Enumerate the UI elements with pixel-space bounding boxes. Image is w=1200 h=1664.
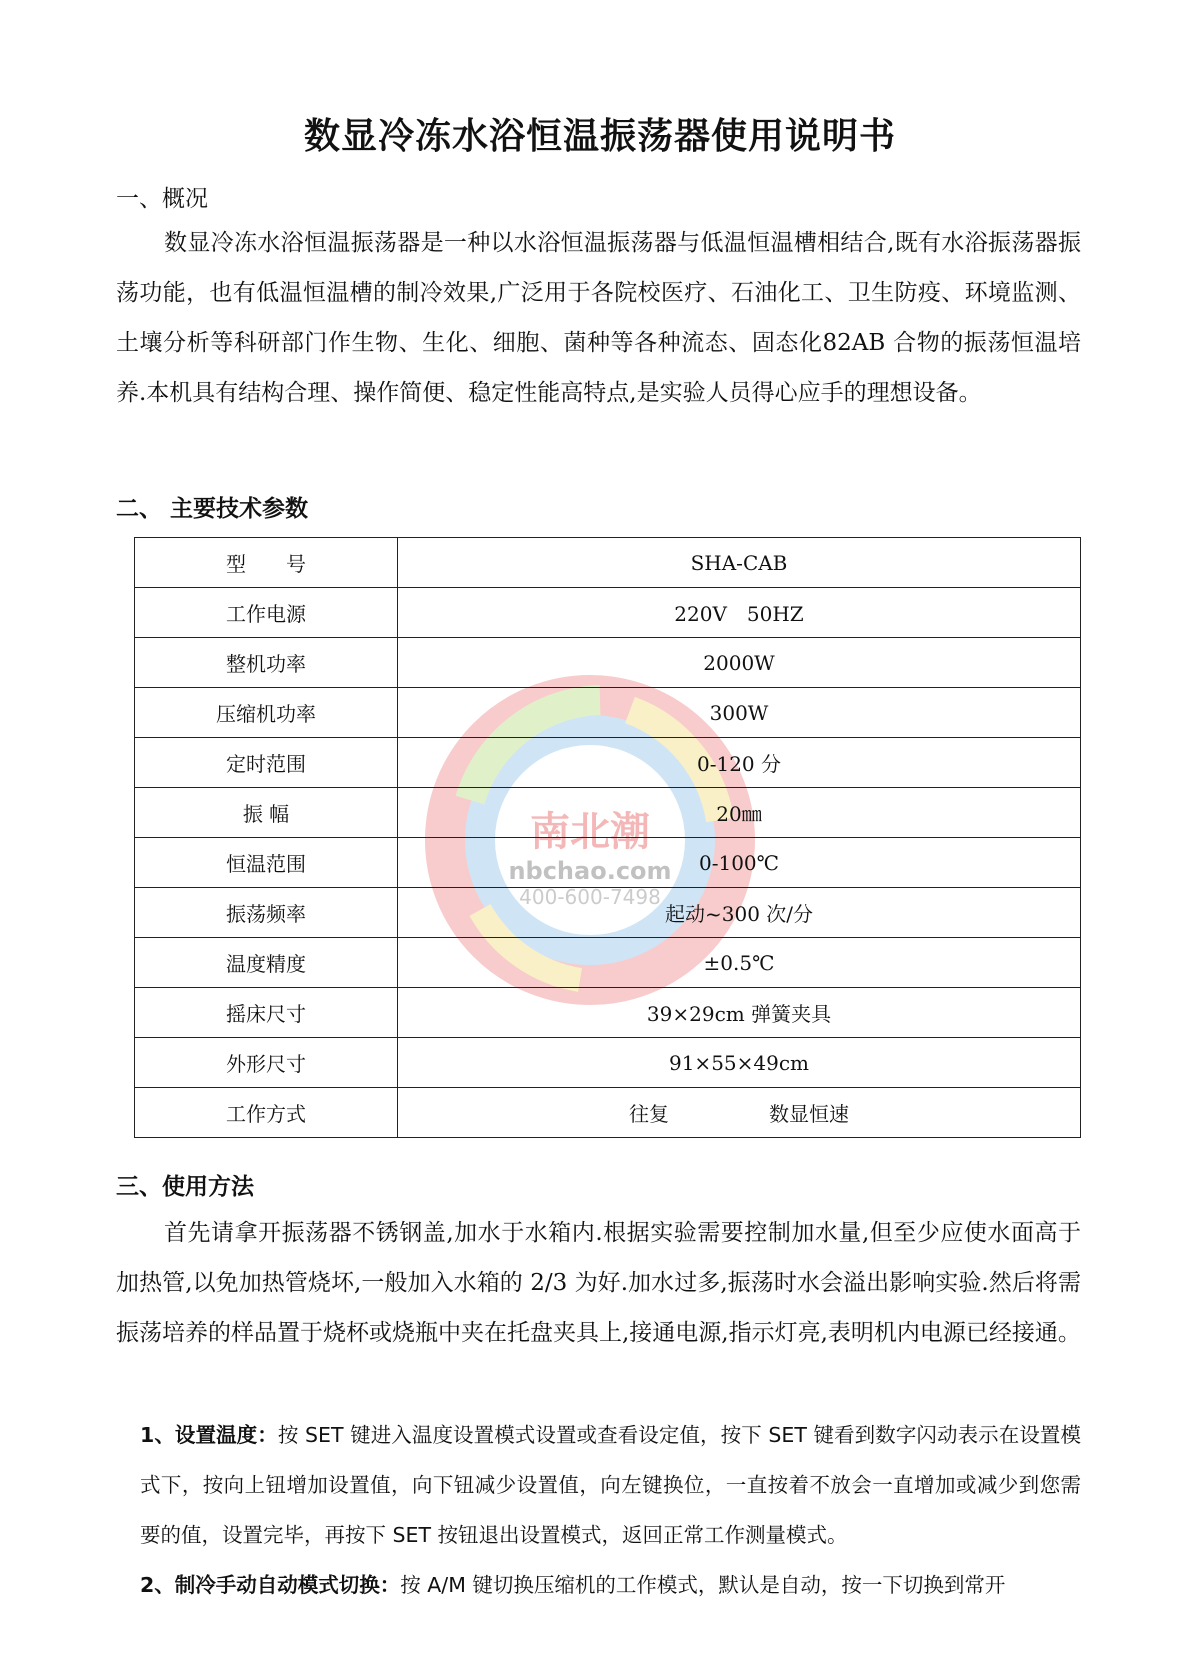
watermark-brand: 南北潮 [530,809,650,855]
item-label: 1、设置温度： [140,1423,278,1447]
spec-label: 振 幅 [135,788,398,838]
spec-label: 型 号 [135,538,398,588]
item-text: 按 SET 键进入温度设置模式设置或查看设定值，按下 SET 键看到数字闪动表示在设置模式下，按向上钮增加设置值，向下钮减少设置值，向左键换位，一直按着不放会一直增加或减少到您需要的值，设置完毕，再按下 SET 按钮退出设置模式，返回正常工作测量模式。 [140,1423,1081,1547]
spec-label: 外形尺寸 [135,1038,398,1088]
usage-item-set-temperature [140,1410,1081,1560]
table-row [135,938,1081,988]
spec-value: 起动~300 次/分 [398,888,1081,938]
spec-value: 91×55×49cm [398,1038,1081,1088]
spec-value: 20㎜ [398,788,1081,838]
spec-label: 工作电源 [135,588,398,638]
usage-paragraph: 首先请拿开振荡器不锈钢盖,加水于水箱内.根据实验需要控制加水量,但至少应使水面高于加热管,以免加热管烧坏,一般加入水箱的 2/3 为好.加水过多,振荡时水会溢出影响实验.然后将需振荡培养的样品置于烧杯或烧瓶中夹在托盘夹具上,接通电源,指示灯亮,表明机内电源已经接通。 [116,1220,1081,1346]
table-row [135,688,1081,738]
spec-value: 39×29cm 弹簧夹具 [398,988,1081,1038]
spec-value: 往复 数显恒速 [398,1088,1081,1138]
table-row [135,988,1081,1038]
spec-value: SHA-CAB [398,538,1081,588]
table-row [135,1088,1081,1138]
spec-label: 压缩机功率 [135,688,398,738]
table-row [135,1038,1081,1088]
table-row [135,538,1081,588]
table-row [135,888,1081,938]
item-text: 按 A/M 键切换压缩机的工作模式，默认是自动，按一下切换到常开 [400,1573,1006,1597]
table-row [135,588,1081,638]
table-row [135,738,1081,788]
spec-label: 整机功率 [135,638,398,688]
spec-value: 0-100℃ [398,838,1081,888]
spec-value: 0-120 分 [398,738,1081,788]
spec-value: 220V 50HZ [398,588,1081,638]
section-specs-heading: 二、 主要技术参数 [116,496,309,522]
spec-value: 300W [398,688,1081,738]
overview-paragraph: 数显冷冻水浴恒温振荡器是一种以水浴恒温振荡器与低温恒温槽相结合,既有水浴振荡器振荡功能，也有低温恒温槽的制冷效果,广泛用于各院校医疗、石油化工、卫生防疫、环境监测、土壤分析等科研部门作生物、生化、细胞、菌种等各种流态、固态化82AB 合物的振荡恒温培养.本机具有结构合理、操作简便、稳定性能高特点,是实验人员得心应手的理想设备。 [116,230,1081,406]
spec-label: 摇床尺寸 [135,988,398,1038]
document-title: 数显冷冻水浴恒温振荡器使用说明书 [303,116,896,157]
spec-label: 温度精度 [135,938,398,988]
spec-label: 工作方式 [135,1088,398,1138]
spec-value: 2000W [398,638,1081,688]
section-overview-heading: 一、概况 [116,186,208,212]
item-label: 2、制冷手动自动模式切换： [140,1573,401,1597]
section-usage-heading: 三、使用方法 [116,1174,254,1200]
spec-label: 恒温范围 [135,838,398,888]
table-row [135,788,1081,838]
watermark-phone: 400-600-7498 [519,885,661,909]
table-row [135,838,1081,888]
table-row [135,638,1081,688]
specs-table [134,537,1081,1138]
watermark-site: nbchao.com [508,857,672,885]
spec-label: 定时范围 [135,738,398,788]
usage-item-cooling-mode [140,1560,1081,1610]
spec-value: ±0.5℃ [398,938,1081,988]
spec-label: 振荡频率 [135,888,398,938]
